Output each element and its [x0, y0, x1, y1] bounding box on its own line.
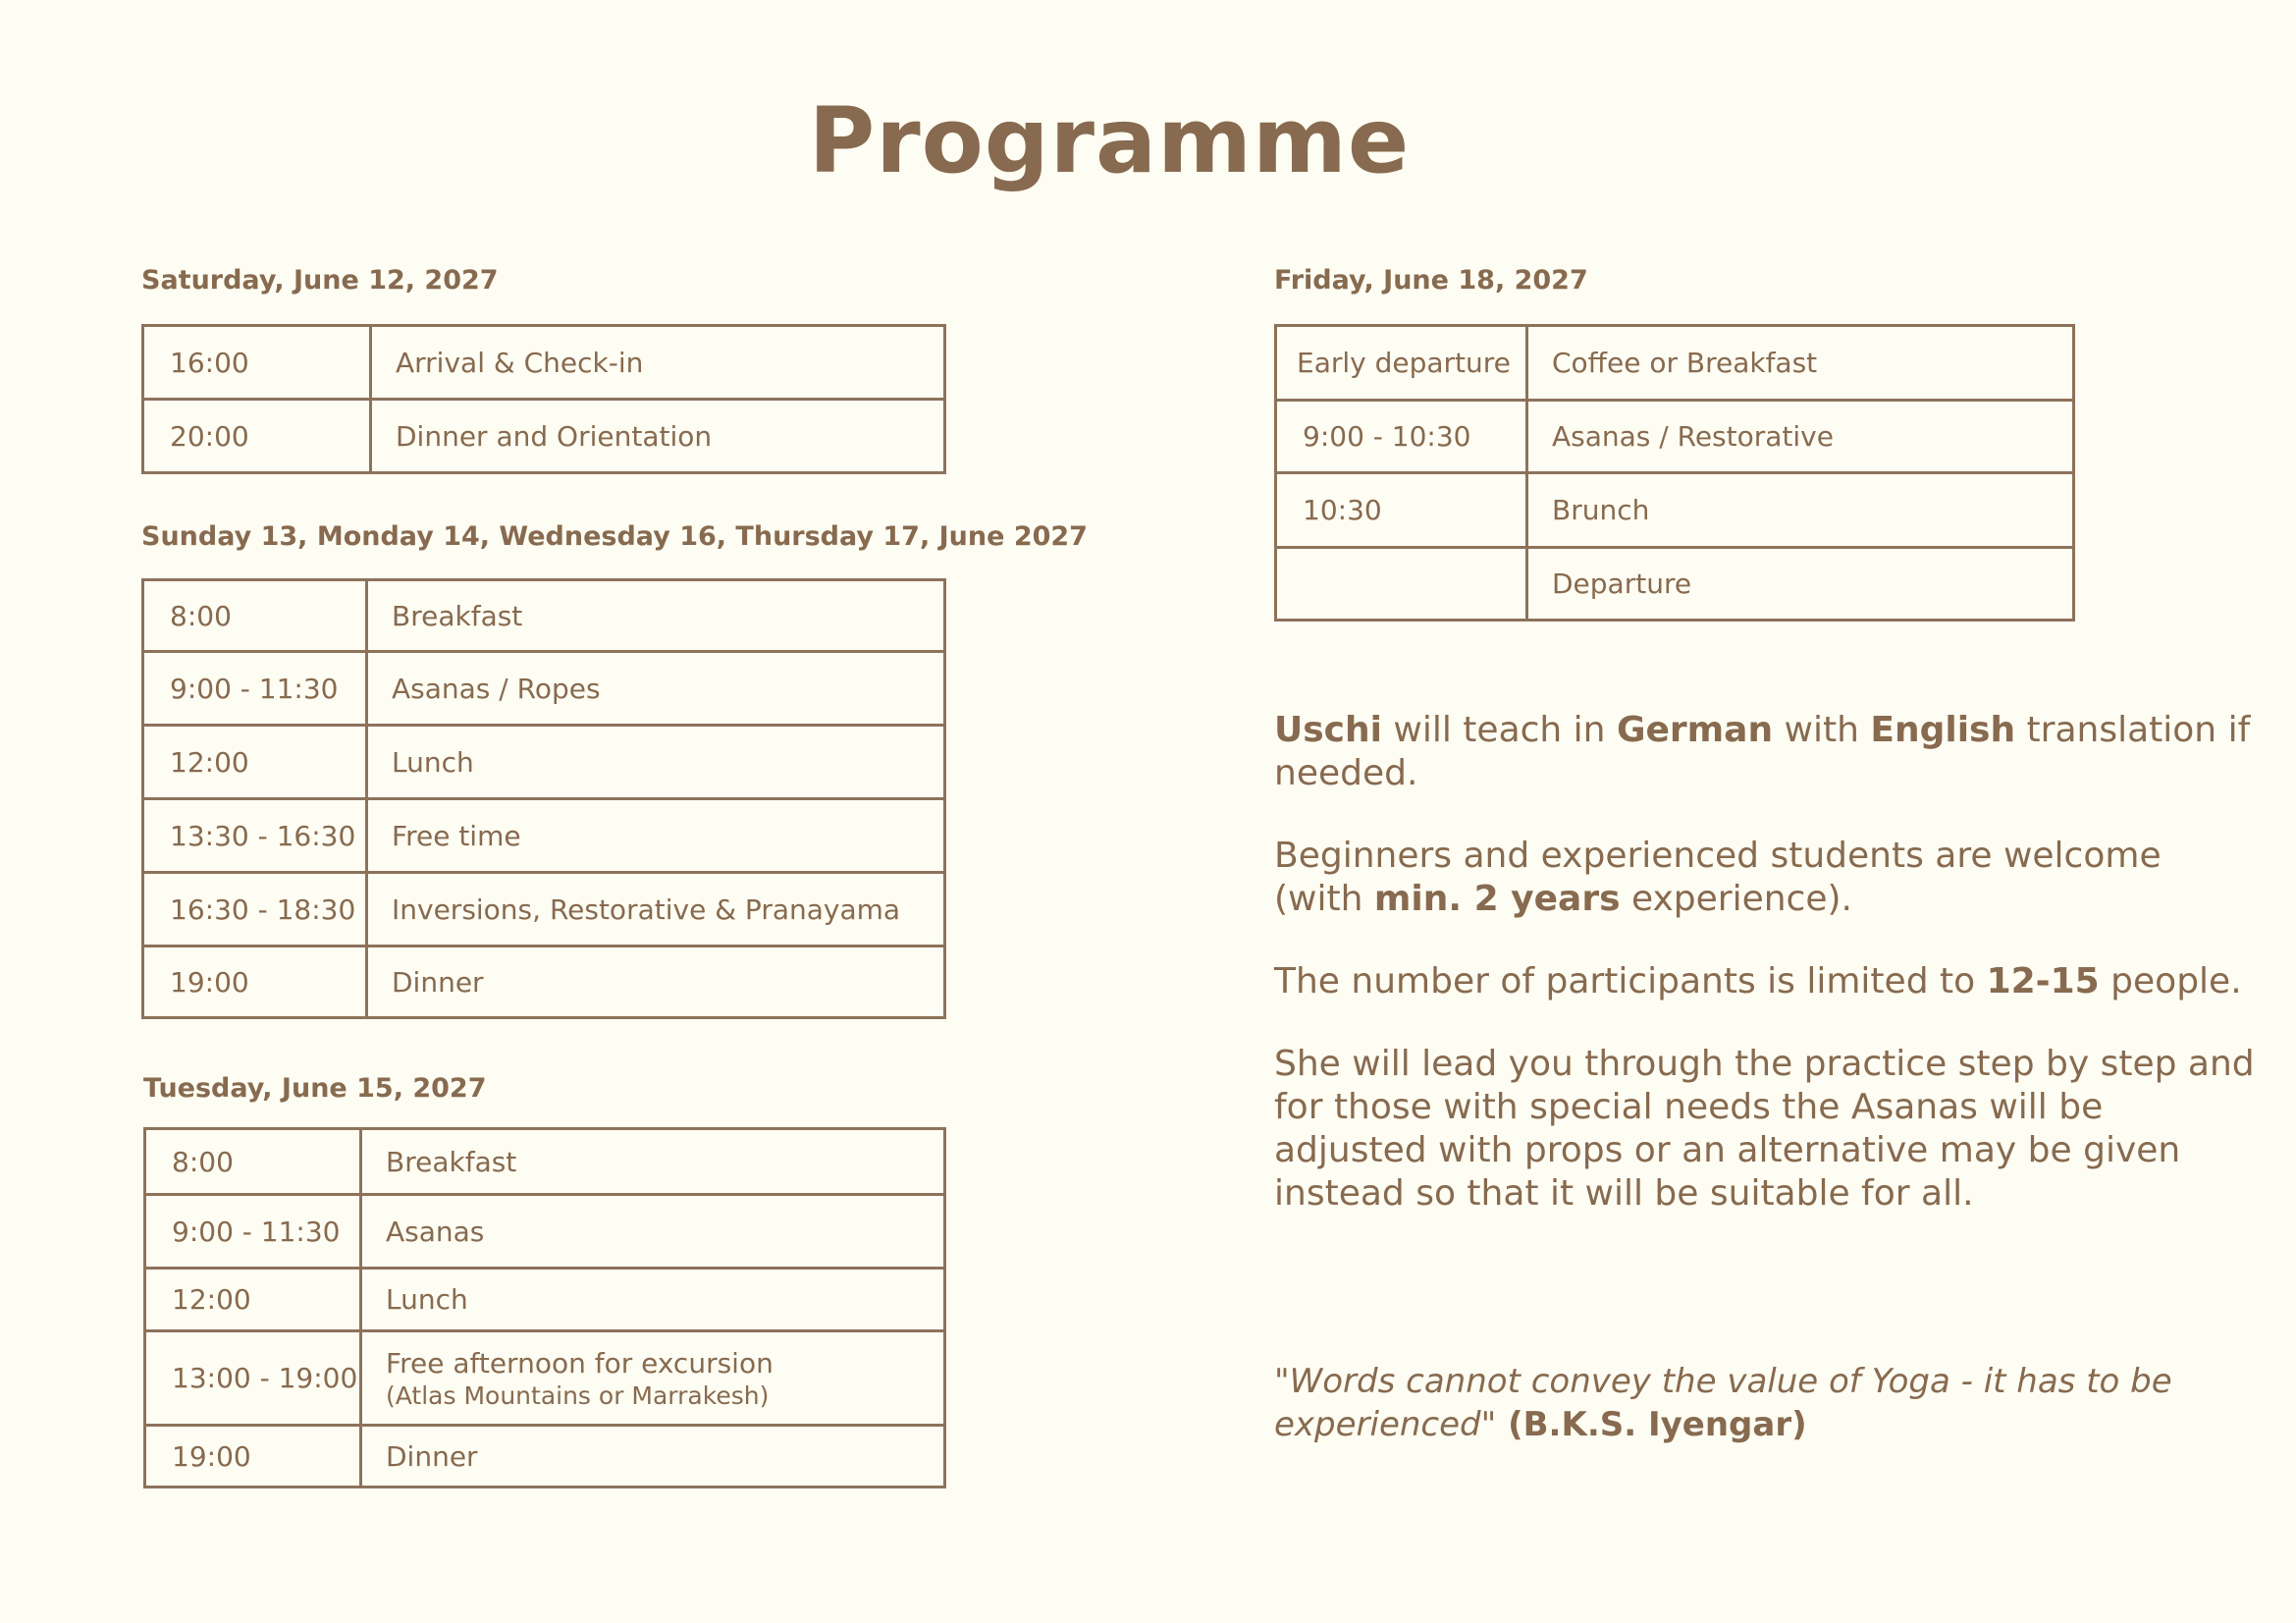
table-row: [145, 1129, 945, 1195]
activity-cell: Free time: [367, 799, 945, 873]
day-heading-friday: Friday, June 18, 2027: [1274, 265, 1588, 296]
time-cell: Early departure: [1276, 326, 1527, 401]
time-cell: 9:00 - 11:30: [145, 1195, 361, 1269]
activity-cell: Arrival & Check-in: [371, 326, 945, 400]
time-cell: [1276, 548, 1527, 621]
info-text: will teach in: [1381, 710, 1617, 750]
info-text: with: [1773, 710, 1871, 750]
page-title: Programme: [808, 88, 1411, 193]
activity-cell: Lunch: [361, 1269, 945, 1331]
time-cell: 20:00: [143, 400, 371, 473]
day-heading-saturday: Saturday, June 12, 2027: [141, 265, 499, 296]
info-paragraph-participants: [1274, 960, 2295, 1003]
time-cell: 12:00: [145, 1269, 361, 1331]
info-text: The number of participants is limited to: [1274, 961, 1987, 1001]
activity-cell: Brunch: [1527, 473, 2074, 548]
participant-count: 12-15: [1986, 961, 2100, 1001]
table-row: [1276, 548, 2074, 621]
table-row: [143, 400, 945, 473]
time-cell: 9:00 - 10:30: [1276, 401, 1527, 473]
language-english: English: [1870, 710, 2016, 750]
time-cell: 13:30 - 16:30: [143, 799, 367, 873]
activity-cell: Dinner: [367, 947, 945, 1018]
table-row: [143, 326, 945, 400]
info-text: experience).: [1620, 879, 1852, 919]
time-cell: 10:30: [1276, 473, 1527, 548]
time-cell: 16:00: [143, 326, 371, 400]
info-text: people.: [2099, 961, 2242, 1001]
activity-text: Free afternoon for excursion: [386, 1346, 774, 1380]
activity-cell: Dinner and Orientation: [371, 400, 945, 473]
teacher-name: Uschi: [1274, 710, 1382, 750]
quote-author: (B.K.S. Iyengar): [1496, 1405, 1807, 1444]
activity-cell: Dinner: [361, 1426, 945, 1488]
activity-cell: Asanas: [361, 1195, 945, 1269]
activity-cell: Departure: [1527, 548, 2074, 621]
time-cell: 16:30 - 18:30: [143, 873, 367, 947]
activity-cell: Asanas / Restorative: [1527, 401, 2074, 473]
table-row: [1276, 401, 2074, 473]
activity-note: (Atlas Mountains or Marrakesh): [386, 1380, 770, 1410]
table-row: [143, 580, 945, 652]
activity-cell: Breakfast: [367, 580, 945, 652]
table-row: [143, 652, 945, 726]
activity-cell: Inversions, Restorative & Pranayama: [367, 873, 945, 947]
time-cell: 19:00: [145, 1426, 361, 1488]
table-row: [143, 799, 945, 873]
info-paragraph-teacher: [1274, 709, 2256, 795]
schedule-table-friday: [1274, 324, 2075, 622]
info-text: translation if needed.: [1274, 710, 2251, 793]
min-experience: min. 2 years: [1373, 879, 1621, 919]
table-row: [143, 726, 945, 799]
activity-cell: Breakfast: [361, 1129, 945, 1195]
time-cell: 19:00: [143, 947, 367, 1018]
info-paragraph-level: [1274, 835, 2256, 921]
activity-cell: Asanas / Ropes: [367, 652, 945, 726]
time-cell: 13:00 - 19:00: [145, 1331, 361, 1426]
table-row: [145, 1195, 945, 1269]
table-row: [1276, 473, 2074, 548]
table-row: [145, 1269, 945, 1331]
table-row: [143, 947, 945, 1018]
activity-cell: Lunch: [367, 726, 945, 799]
schedule-table-saturday: [141, 324, 946, 474]
table-row: [143, 873, 945, 947]
info-paragraph-practice: She will lead you through the practice step by step and for those with special needs the Asanas will be adjusted with props or an alternative may be given instead so that it will be suitable for all.: [1274, 1044, 2255, 1214]
table-row: [145, 1331, 945, 1426]
table-row: [145, 1426, 945, 1488]
language-german: German: [1616, 710, 1774, 750]
day-heading-tuesday: Tuesday, June 15, 2027: [143, 1073, 487, 1104]
time-cell: 9:00 - 11:30: [143, 652, 367, 726]
time-cell: 8:00: [143, 580, 367, 652]
info-text: Beginners and experienced students are welcome (with: [1274, 836, 2162, 919]
activity-cell: Coffee or Breakfast: [1527, 326, 2074, 401]
activity-cell: [361, 1331, 945, 1426]
schedule-table-tuesday: [143, 1127, 946, 1488]
time-cell: 8:00: [145, 1129, 361, 1195]
table-row: [1276, 326, 2074, 401]
time-cell: 12:00: [143, 726, 367, 799]
day-heading-weekdays: Sunday 13, Monday 14, Wednesday 16, Thursday 17, June 2027: [141, 521, 1088, 552]
quote-text: "Words cannot convey the value of Yoga - it has to be experienced": [1274, 1362, 2172, 1444]
quote: [1274, 1360, 2236, 1446]
schedule-table-weekdays: [141, 578, 946, 1019]
